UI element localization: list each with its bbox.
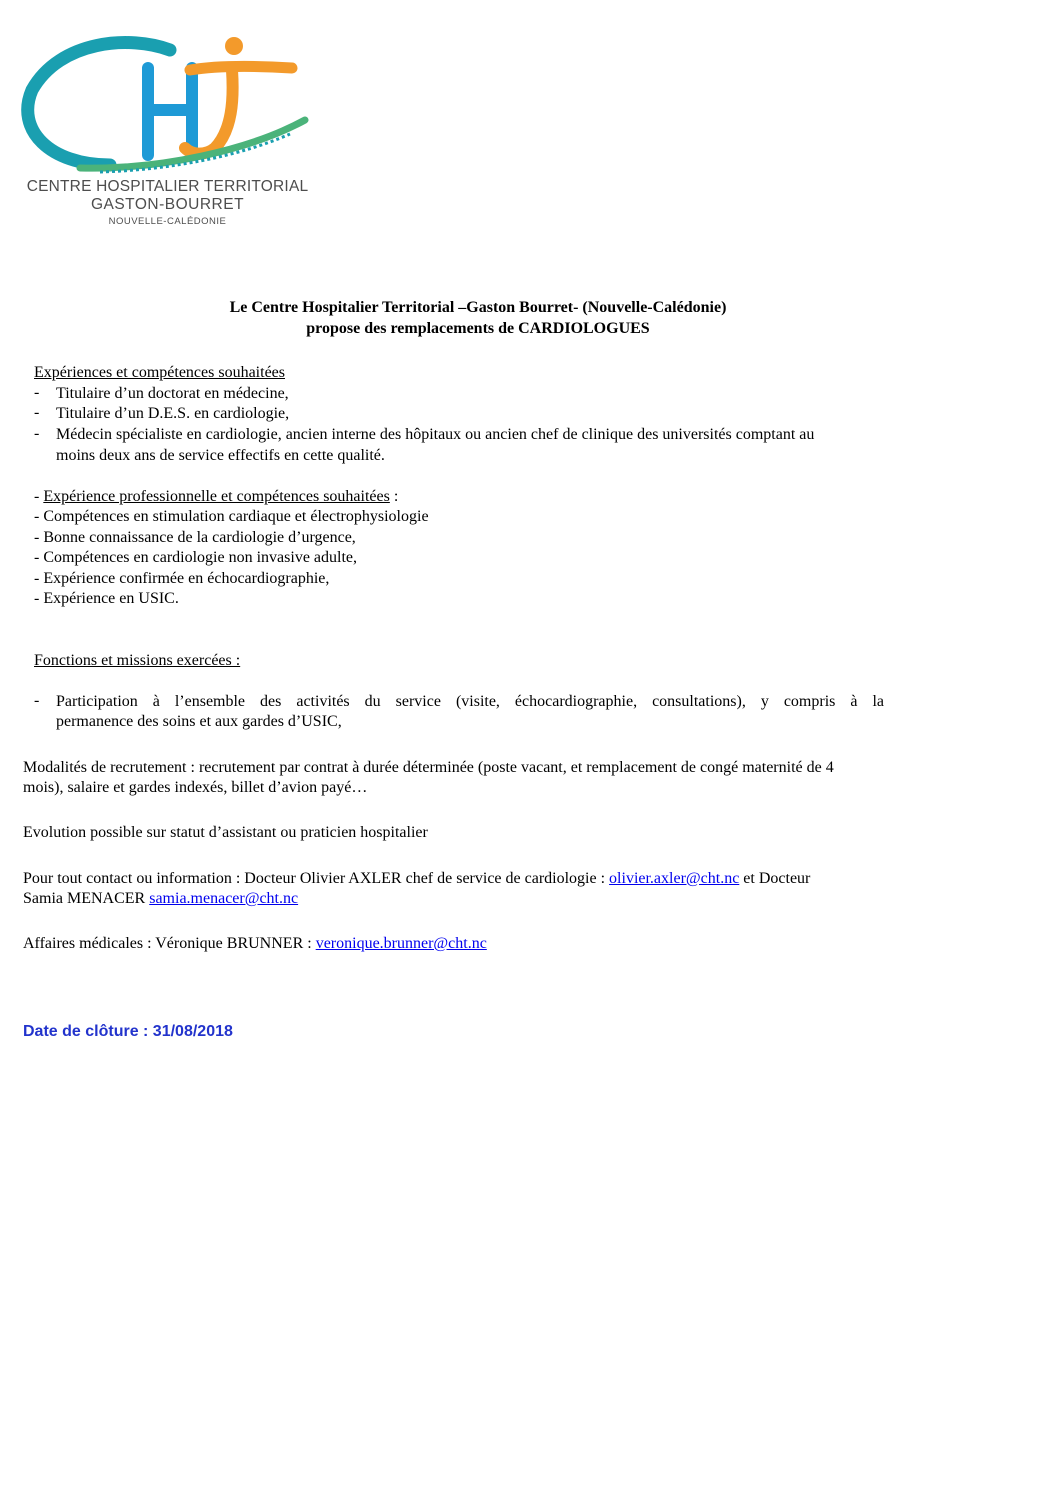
modalites-line-1: Modalités de recrutement : recrutement par contrat à durée déterminée (poste vacant, et remplacement de congé maternité de 4 (23, 759, 834, 776)
section2-heading-line (34, 487, 398, 507)
evolution-text: Evolution possible sur statut d’assistant ou praticien hospitalier (23, 824, 428, 841)
contact-line-2 (23, 889, 298, 909)
section1-item-2: Titulaire d’un D.E.S. en cardiologie, (56, 405, 290, 422)
section1-item-1: Titulaire d’un doctorat en médecine, (56, 385, 289, 402)
contact-text-1: Pour tout contact ou information : Docteur Olivier AXLER chef de service de cardiologie : (23, 870, 610, 887)
cht-logo (20, 30, 315, 230)
affaires-text: Affaires médicales : Véronique BRUNNER : (23, 935, 316, 952)
cht-logo-graphic (20, 30, 315, 180)
logo-line-2: GASTON-BOURRET (90, 196, 245, 213)
email-link-veronique-brunner[interactable]: veronique.brunner@cht.nc (315, 935, 487, 952)
section1-item-3: Médecin spécialiste en cardiologie, ancien interne des hôpitaux ou ancien chef de clinique des universités comptant au (56, 426, 815, 443)
section3-line-2: permanence des soins et aux gardes d’USIC, (56, 713, 342, 730)
title-line-1: Le Centre Hospitalier Territorial –Gaston Bourret- (Nouvelle-Calédonie) (229, 299, 727, 316)
contact-text-3: Samia MENACER (23, 890, 150, 907)
bullet-dash: - (34, 692, 40, 709)
affaires-line (23, 934, 487, 954)
section2-item-5: - Expérience en USIC. (34, 590, 179, 607)
section2-prefix: - (34, 488, 44, 505)
contact-text-2: et Docteur (739, 870, 811, 887)
section2-item-2: - Bonne connaissance de la cardiologie d’urgence, (34, 529, 356, 546)
bullet-dash: - (34, 404, 40, 421)
section2-suffix: : (389, 488, 399, 505)
section2-item-3: - Compétences en cardiologie non invasive adulte, (34, 549, 358, 566)
section3-heading: Fonctions et missions exercées : (34, 652, 241, 669)
section2-item-4: - Expérience confirmée en échocardiographie, (34, 570, 330, 587)
section1-heading: Expériences et compétences souhaitées (34, 364, 285, 381)
email-link-samia-menacer[interactable]: samia.menacer@cht.nc (149, 890, 299, 907)
modalites-line-2: mois), salaire et gardes indexés, billet d’avion payé… (23, 779, 368, 796)
logo-line-3: NOUVELLE-CALÉDONIE (108, 216, 227, 227)
logo-line-1: CENTRE HOSPITALIER TERRITORIAL (26, 178, 309, 195)
section1-item-3-cont: moins deux ans de service effectifs en cette qualité. (56, 447, 385, 464)
section2-heading: Expérience professionnelle et compétences souhaitées (43, 488, 390, 505)
title-line-2: propose des remplacements de CARDIOLOGUES (306, 320, 650, 337)
contact-line-1 (23, 869, 810, 889)
bullet-dash: - (34, 384, 40, 401)
bullet-dash: - (34, 425, 40, 442)
section3-line-1: Participation à l’ensemble des activités du service (visite, échocardiographie, consultations), y compris à la (56, 693, 884, 710)
email-link-olivier-axler[interactable]: olivier.axler@cht.nc (609, 870, 740, 887)
closing-date: Date de clôture : 31/08/2018 (23, 1023, 233, 1040)
section2-item-1: - Compétences en stimulation cardiaque et électrophysiologie (34, 508, 429, 525)
